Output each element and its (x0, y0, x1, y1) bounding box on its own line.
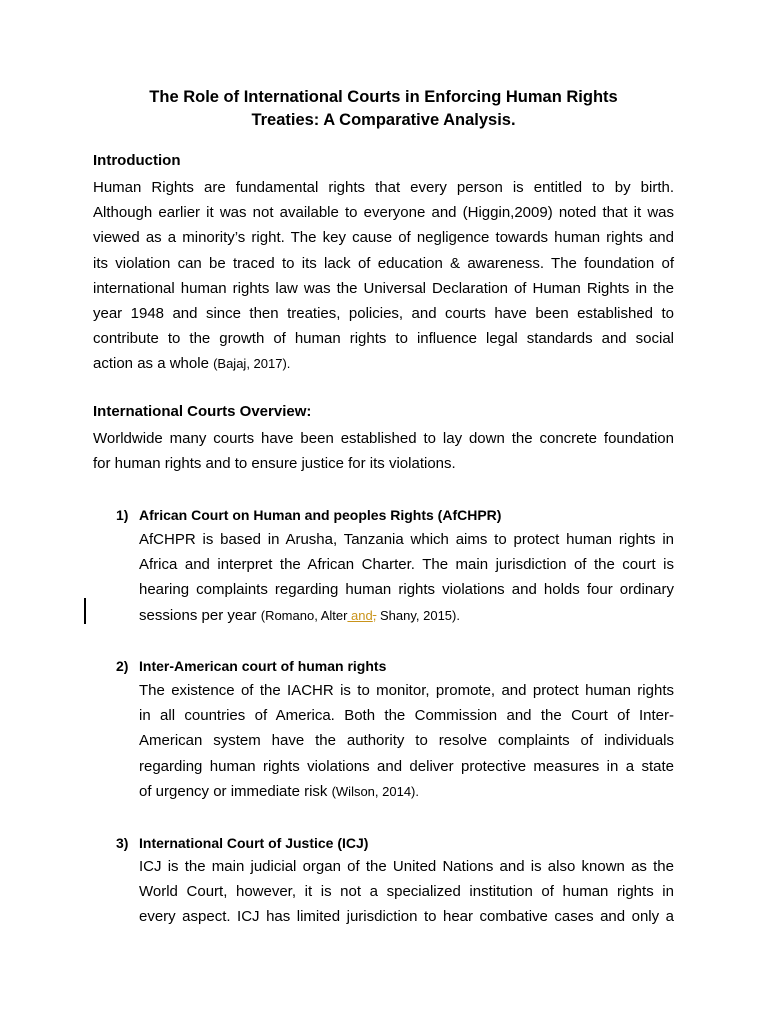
overview-heading: International Courts Overview: (93, 403, 312, 420)
paragraph-line: for human rights and to ensure justice for its violations. (93, 455, 456, 473)
paragraph-line: in all countries of America. Both the Commission and the Court of Inter- (139, 707, 674, 725)
paragraph-line: year 1948 and since then treaties, policies, and courts have been established to (93, 304, 674, 322)
paragraph-line: AfCHPR is based in Arusha, Tanzania which aims to protect human rights in (139, 531, 674, 548)
court-description-iachr (139, 678, 674, 804)
list-number: 1) (116, 507, 129, 523)
citation: (Bajaj, 2017). (213, 356, 291, 372)
paragraph-line: ICJ is the main judicial organ of the United Nations and is also known as the (139, 858, 674, 875)
paragraph-line (93, 351, 674, 376)
paragraph-line: Human Rights are fundamental rights that every person is entitled to by birth. (93, 179, 674, 196)
list-number: 3) (116, 835, 129, 851)
citation-text: (Romano, Alter (260, 607, 348, 623)
citation-text: Shany, 2015). (376, 607, 460, 623)
paragraph-line: The existence of the IACHR is to monitor, promote, and protect human rights (139, 682, 674, 699)
paragraph-line: international human rights law was the Universal Declaration of Human Rights in the (93, 279, 674, 297)
introduction-heading: Introduction (93, 152, 181, 169)
document-title (93, 86, 674, 132)
list-number: 2) (116, 658, 129, 674)
paragraph-line: contribute to the growth of human rights to influence legal standards and social (93, 330, 674, 348)
paragraph-line: every aspect. ICJ has limited jurisdiction to hear combative cases and only a (139, 908, 674, 926)
title-line-2: Treaties: A Comparative Analysis. (251, 111, 516, 129)
court-heading-afchpr: African Court on Human and peoples Rights (AfCHPR) (139, 507, 502, 523)
line-text: of urgency or immediate risk (139, 782, 332, 800)
paragraph-line (139, 603, 674, 628)
line-text: action as a whole (93, 355, 214, 373)
title-line-1: The Role of International Courts in Enforcing Human Rights (149, 88, 618, 106)
paragraph-line: regarding human rights violations and deliver protective measures in a state (139, 757, 674, 775)
paragraph-line: its violation can be traced to its lack of education & awareness. The foundation of (93, 254, 674, 272)
change-bar (84, 598, 86, 624)
court-description-icj (139, 854, 674, 930)
citation: (Wilson, 2014). (331, 783, 419, 799)
court-description-afchpr (139, 527, 674, 628)
line-text: sessions per year (139, 606, 261, 624)
citation (261, 608, 460, 623)
tracked-deletion[interactable]: , (372, 607, 377, 623)
court-heading-icj: International Court of Justice (ICJ) (139, 835, 369, 851)
introduction-paragraph (93, 175, 674, 377)
paragraph-line: Worldwide many courts have been established to lay down the concrete foundation (93, 430, 674, 447)
court-heading-iachr: Inter-American court of human rights (139, 658, 387, 674)
paragraph-line: Africa and interpret the African Charter. The main jurisdiction of the court is (139, 556, 674, 574)
paragraph-line: American system have the authority to resolve complaints of individuals (139, 732, 674, 750)
paragraph-line (139, 779, 674, 804)
tracked-insertion[interactable]: and (347, 607, 373, 623)
overview-paragraph (93, 426, 674, 476)
paragraph-line: World Court, however, it is not a specialized institution of human rights in (139, 883, 674, 901)
paragraph-line: Although earlier it was not available to everyone and (Higgin,2009) noted that it was (93, 204, 674, 222)
paragraph-line: hearing complaints regarding human rights violations and holds four ordinary (139, 581, 674, 599)
paragraph-line: viewed as a minority’s right. The key cause of negligence towards human rights and (93, 229, 674, 247)
